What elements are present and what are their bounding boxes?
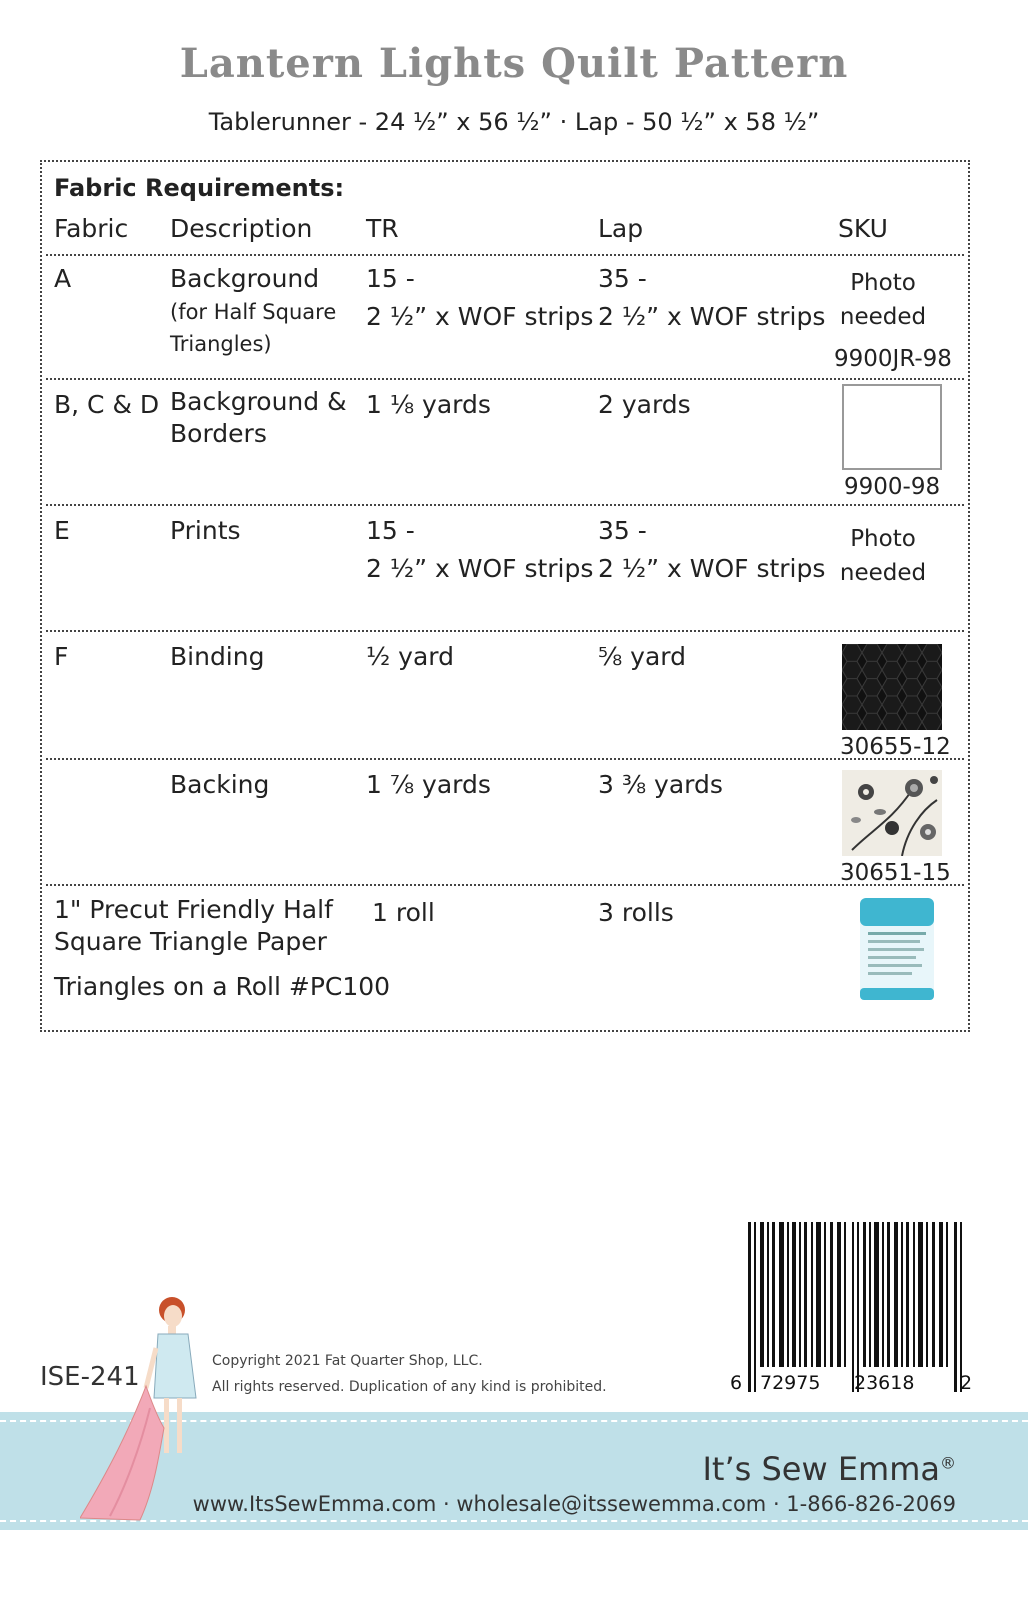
fabric-swatch-floral — [842, 770, 942, 856]
col-header-tr: TR — [366, 214, 399, 243]
col-header-description: Description — [170, 214, 313, 243]
lap-cell: 35 - 2 ½” x WOF strips — [598, 264, 826, 331]
barcode-digit-group: 23618 — [854, 1372, 915, 1394]
col-header-sku: SKU — [838, 214, 888, 243]
col-header-lap: Lap — [598, 214, 644, 243]
section-title: Fabric Requirements: — [54, 174, 345, 202]
description-cell: Prints — [170, 516, 241, 545]
row-divider — [46, 504, 964, 506]
description-cell: Binding — [170, 642, 265, 671]
barcode-digit-group: 2 — [960, 1372, 973, 1394]
page-title: Lantern Lights Quilt Pattern — [179, 40, 849, 87]
lap-cell: ⅝ yard — [598, 642, 687, 671]
lap-cell: 3 rolls — [598, 898, 674, 927]
tr-cell: ½ yard — [366, 642, 455, 671]
sku-number: 30655-12 — [840, 734, 951, 760]
tr-cell: 1 ⅞ yards — [366, 770, 491, 799]
fabric-swatch-black-hexagon — [842, 644, 942, 730]
row-divider — [46, 884, 964, 886]
fabric-requirements-table — [40, 160, 970, 1032]
contact-line: www.ItsSewEmma.com · wholesale@itssewemma.com · 1-866-826-2069 — [192, 1492, 956, 1516]
row-divider — [46, 630, 964, 632]
fabric-cell: F — [54, 642, 69, 671]
sku-number: 30651-15 — [840, 860, 951, 886]
triangle-paper-roll-image — [842, 894, 942, 1004]
barcode-image — [748, 1222, 966, 1392]
fabric-cell: B, C & D — [54, 390, 160, 419]
sku-number: 9900-98 — [844, 474, 941, 500]
fabric-swatch-white — [842, 384, 942, 470]
pattern-code: ISE-241 — [40, 1362, 140, 1392]
photo-needed-note: Photo needed — [839, 526, 927, 586]
fabric-cell: 1" Precut Friendly Half Square Triangle Paper — [54, 895, 333, 956]
rights-line: All rights reserved. Duplication of any kind is prohibited. — [212, 1379, 607, 1395]
copyright-line: Copyright 2021 Fat Quarter Shop, LLC. — [212, 1353, 483, 1369]
description-cell: Background — [170, 264, 320, 293]
lap-cell: 3 ⅜ yards — [598, 770, 723, 799]
barcode-digit-group: 6 — [730, 1372, 743, 1394]
registered-mark: ® — [940, 1453, 956, 1473]
fabric-cell: A — [54, 264, 72, 293]
sku-number: 9900JR-98 — [834, 346, 952, 372]
col-header-fabric: Fabric — [54, 214, 129, 243]
tr-cell: 1 roll — [372, 898, 435, 927]
brand-name — [702, 1450, 956, 1488]
fabric-cell: E — [54, 516, 70, 545]
tr-cell: 15 - 2 ½” x WOF strips — [366, 264, 594, 331]
row-divider — [46, 758, 964, 760]
tr-cell: 15 - 2 ½” x WOF strips — [366, 516, 594, 583]
page-subtitle: Tablerunner - 24 ½” x 56 ½” · Lap - 50 ½” x 58 ½” — [208, 108, 820, 136]
description-cell: Backing — [170, 770, 270, 799]
lap-cell: 35 - 2 ½” x WOF strips — [598, 516, 826, 583]
barcode-digit-group: 72975 — [760, 1372, 821, 1394]
tr-cell: 1 ⅛ yards — [366, 390, 491, 419]
row-divider — [46, 254, 964, 256]
description-cell: Background & Borders — [170, 387, 347, 448]
photo-needed-note: Photo needed — [839, 270, 927, 330]
brand-text: It’s Sew Emma — [702, 1450, 940, 1488]
lap-cell: 2 yards — [598, 390, 691, 419]
copyright-notice — [212, 1348, 607, 1400]
description-note: (for Half Square Triangles) — [170, 300, 337, 356]
row-divider — [46, 378, 964, 380]
product-name: Triangles on a Roll #PC100 — [54, 972, 391, 1001]
